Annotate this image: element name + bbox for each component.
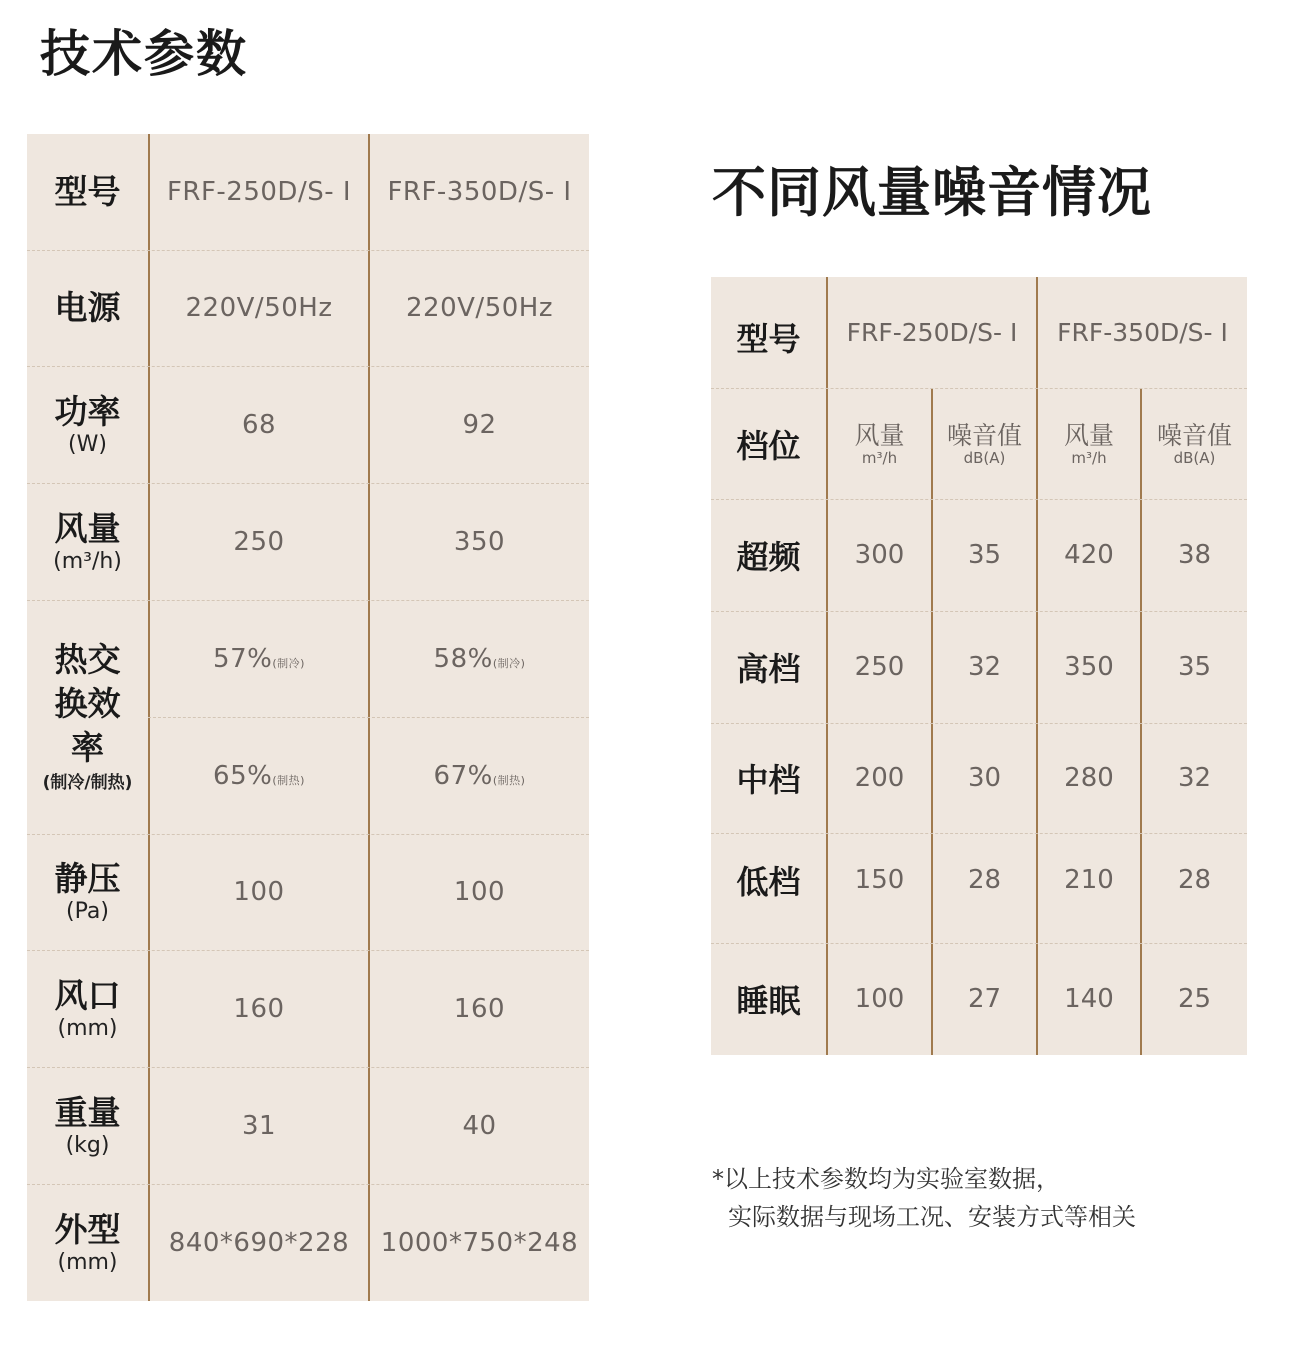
row-unit: (Pa) [66, 899, 109, 924]
footnote-line: *以上技术参数均为实验室数据， [712, 1165, 1060, 1193]
gear-cell [711, 723, 826, 833]
model-cell [150, 134, 368, 250]
spec-value: 160 [233, 993, 285, 1024]
value-cell [370, 250, 589, 366]
footnote [712, 1160, 1136, 1236]
row-label: 换效 [54, 684, 121, 723]
model-name: FRF-350D/S- Ⅰ [387, 177, 572, 207]
cooling-note: (制冷) [272, 656, 305, 670]
noise-value: 35 [967, 540, 1002, 570]
row-label: 重量 [54, 1092, 121, 1132]
gear-name: 超频 [736, 538, 801, 576]
noise-value-cell [828, 499, 931, 611]
spec-value: 220V/50Hz [185, 293, 333, 323]
noise-header: 噪音值 [1156, 420, 1232, 450]
noise-value: 38 [1177, 540, 1212, 570]
noise-value-cell [933, 499, 1036, 611]
spec-value: 350 [453, 526, 506, 557]
row-unit: (kg) [65, 1132, 110, 1158]
airflow-unit: m³/h [1071, 448, 1107, 467]
noise-value-cell [1142, 833, 1247, 943]
noise-value-cell [933, 943, 1036, 1055]
noise-value-cell [933, 611, 1036, 723]
noise-table [711, 277, 1247, 1055]
airflow-value: 280 [1064, 763, 1114, 793]
noise-header-cell [1142, 388, 1247, 499]
airflow-value: 150 [854, 865, 905, 895]
value-cell [370, 483, 589, 600]
row-label: 率 [71, 728, 104, 767]
row-label-cell [27, 1184, 148, 1301]
noise-value: 32 [967, 652, 1002, 682]
airflow-header-cell [828, 388, 931, 499]
efficiency-value: 58% [433, 643, 493, 674]
noise-value-cell [828, 723, 931, 833]
spec-value [434, 644, 526, 674]
gear-label: 档位 [736, 426, 801, 465]
gear-cell [711, 499, 826, 611]
airflow-value: 100 [854, 984, 905, 1014]
cooling-note: (制冷) [492, 656, 526, 670]
noise-value-cell [1142, 611, 1247, 723]
noise-value: 28 [1177, 865, 1212, 895]
noise-value-cell [1142, 723, 1247, 833]
spec-value: 160 [453, 993, 506, 1024]
row-label: 热交 [54, 640, 121, 679]
noise-value-cell [1142, 943, 1247, 1055]
gear-name: 睡眠 [736, 982, 801, 1020]
noise-title: 不同风量噪音情况 [712, 161, 1152, 224]
efficiency-label-cell [27, 600, 148, 834]
row-label: 风量 [54, 508, 121, 548]
model-label-cell [711, 277, 826, 388]
airflow-value: 140 [1064, 984, 1114, 1014]
footnote-line: 实际数据与现场工况、安装方式等相关 [728, 1203, 1136, 1231]
noise-value: 27 [967, 984, 1002, 1014]
airflow-value: 300 [854, 540, 905, 570]
model-name: FRF-250D/S- Ⅰ [846, 318, 1018, 347]
noise-value-cell [828, 943, 931, 1055]
efficiency-value: 65% [213, 760, 273, 791]
airflow-header-cell [1038, 388, 1140, 499]
noise-header: 噪音值 [946, 420, 1022, 450]
row-label: 风口 [54, 975, 121, 1015]
noise-value: 30 [967, 763, 1002, 793]
row-unit: (m³/h) [53, 548, 122, 574]
noise-value: 25 [1177, 984, 1212, 1014]
spec-value: 100 [233, 877, 285, 907]
noise-value: 32 [1177, 763, 1212, 793]
spec-value: 31 [241, 1110, 277, 1141]
gear-name: 低档 [736, 863, 801, 901]
noise-header-cell [933, 388, 1036, 499]
spec-value: 1000*750*248 [380, 1227, 579, 1258]
value-cell [150, 366, 368, 483]
row-unit: (mm) [57, 1015, 118, 1041]
noise-value-cell [828, 611, 931, 723]
value-cell [150, 1184, 368, 1301]
noise-value-cell [1038, 499, 1140, 611]
row-unit: (W) [68, 431, 107, 457]
airflow-header: 风量 [1063, 420, 1114, 450]
gear-cell [711, 943, 826, 1055]
noise-value-cell [1038, 943, 1140, 1055]
row-label-cell [27, 483, 148, 600]
row-label: 电源 [54, 288, 121, 327]
value-cell [370, 1067, 589, 1184]
noise-value-cell [933, 723, 1036, 833]
airflow-value: 250 [854, 652, 905, 682]
noise-unit: dB(A) [963, 448, 1006, 467]
noise-value-cell [1038, 611, 1140, 723]
spec-value [213, 761, 305, 791]
gear-cell [711, 833, 826, 943]
row-label-cell [27, 1067, 148, 1184]
model-cell [828, 277, 1036, 388]
heating-note: (制热) [492, 773, 526, 787]
spec-table [27, 134, 589, 1301]
gear-name: 中档 [736, 761, 801, 799]
value-cell [370, 600, 589, 717]
airflow-value: 350 [1064, 652, 1114, 682]
gear-name: 高档 [736, 650, 801, 688]
page-title: 技术参数 [40, 25, 248, 83]
value-cell [150, 1067, 368, 1184]
row-label: 功率 [54, 391, 121, 431]
model-cell [1038, 277, 1247, 388]
noise-unit: dB(A) [1173, 448, 1216, 467]
spec-value: 250 [233, 526, 285, 557]
value-cell [370, 717, 589, 834]
value-cell [150, 950, 368, 1067]
value-cell [150, 600, 368, 717]
model-label: 型号 [54, 172, 121, 211]
efficiency-value: 67% [433, 760, 493, 791]
spec-value: 220V/50Hz [406, 293, 553, 323]
value-cell [370, 366, 589, 483]
value-cell [150, 483, 368, 600]
noise-value-cell [828, 833, 931, 943]
noise-value-cell [1142, 499, 1247, 611]
row-label-cell [27, 834, 148, 950]
model-cell [370, 134, 589, 250]
spec-value: 92 [462, 409, 497, 440]
model-name: FRF-350D/S- Ⅰ [1057, 318, 1228, 347]
spec-value: 40 [462, 1110, 497, 1141]
value-cell [150, 834, 368, 950]
row-label: 静压 [54, 859, 121, 898]
noise-value-cell [1038, 833, 1140, 943]
value-cell [150, 717, 368, 834]
model-name: FRF-250D/S- Ⅰ [166, 177, 352, 207]
airflow-header: 风量 [854, 420, 905, 450]
value-cell [150, 250, 368, 366]
noise-value: 35 [1177, 652, 1212, 682]
airflow-value: 210 [1064, 865, 1114, 895]
airflow-unit: m³/h [861, 448, 898, 467]
row-unit: (制冷/制热) [42, 773, 133, 793]
spec-value: 100 [453, 877, 506, 907]
heating-note: (制热) [272, 773, 305, 787]
spec-value: 840*690*228 [168, 1227, 350, 1258]
airflow-value: 200 [854, 763, 905, 793]
row-label: 外型 [54, 1209, 121, 1249]
row-label-cell [27, 250, 148, 366]
noise-value-cell [933, 833, 1036, 943]
value-cell [370, 950, 589, 1067]
gear-cell [711, 611, 826, 723]
model-label: 型号 [736, 319, 801, 358]
efficiency-value: 57% [213, 643, 273, 674]
spec-value [434, 761, 526, 791]
gear-label-cell [711, 388, 826, 499]
model-label-cell [27, 134, 148, 250]
spec-value [213, 644, 305, 674]
value-cell [370, 834, 589, 950]
row-label-cell [27, 950, 148, 1067]
row-unit: (mm) [57, 1249, 118, 1275]
spec-value: 68 [241, 409, 277, 440]
airflow-value: 420 [1064, 540, 1114, 570]
noise-value: 28 [967, 865, 1002, 895]
row-label-cell [27, 366, 148, 483]
value-cell [370, 1184, 589, 1301]
noise-value-cell [1038, 723, 1140, 833]
